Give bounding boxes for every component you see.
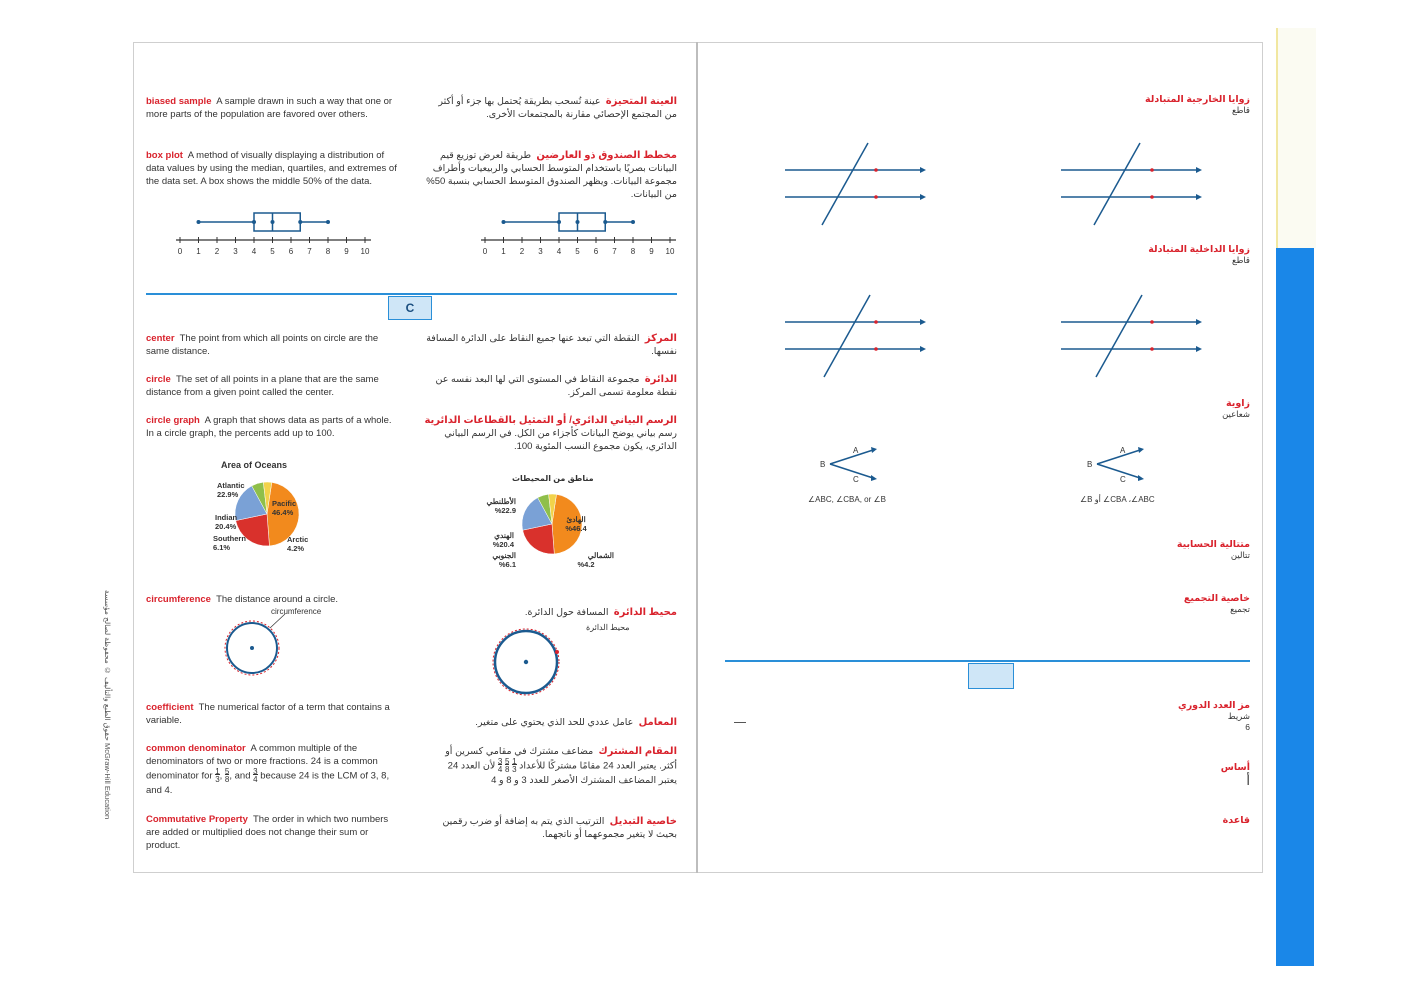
fraction-1: [215, 768, 219, 784]
arrow-head: [920, 346, 926, 352]
def-en: The order in which two numbers are added or multiplied does not change their sum or product.: [146, 814, 389, 851]
fraction-den: 8: [224, 775, 230, 784]
right-item-title: قاعدة: [1222, 815, 1250, 826]
angle-marker: [874, 320, 878, 324]
right-item-exterior-angles: [1080, 94, 1250, 116]
tick-label: 6: [288, 247, 294, 256]
arrow-head: [1196, 194, 1202, 200]
pie-label: الهندي: [494, 531, 514, 540]
arrow-head: [1138, 447, 1144, 453]
side-tab-top: [1276, 28, 1316, 248]
ray-bc: [1097, 464, 1140, 478]
def-en: A method of visually displaying a distribution of data values by using the median, quartiles, and extremes of the data set. A box shows the middle 50% of the data.: [146, 150, 397, 187]
transversal: [1094, 143, 1140, 225]
term-en: circumference: [146, 594, 211, 605]
entry-center-ar: [420, 332, 677, 358]
interior-angles-diagram-2: [1056, 292, 1206, 382]
five-number-point: [326, 220, 330, 224]
term-ar: المقام المشترك: [598, 746, 677, 757]
right-item-repeating-decimal: [1080, 700, 1250, 732]
pie-label: %22.9: [494, 506, 516, 515]
angle-marker: [1150, 347, 1154, 351]
pie-label: 20.4%: [215, 522, 237, 531]
tick-label: 5: [270, 247, 275, 256]
point-b-label: B: [820, 460, 826, 469]
entry-biased-sample: [146, 95, 396, 121]
label-leader: [270, 614, 285, 628]
def-ar: الترتيب الذي يتم به إضافة أو ضرب رقمين بحيث لا يتغير مجموعهما أو ناتجهما.: [442, 816, 677, 840]
right-item-sub: تتالين: [1230, 550, 1250, 560]
term-en: biased sample: [146, 96, 212, 107]
five-number-point: [271, 220, 275, 224]
side-tab-blue: [1276, 248, 1314, 966]
angle-diagram-1: [815, 442, 895, 482]
tick-label: 6: [593, 247, 599, 256]
def-ar-end: لأن العدد 24 يعتبر المضاعف المشترك الأصغر للعدد 3 و 8 و 4: [447, 760, 677, 786]
tick-label: 10: [665, 247, 675, 256]
term-ar: خاصية التبديل: [609, 816, 677, 827]
tick-label: 9: [344, 247, 349, 256]
def-end: because 24 is the LCM of 3, 8, and 4.: [146, 770, 390, 796]
pie-label: Indian: [215, 513, 238, 522]
five-number-point: [557, 220, 561, 224]
def-en: The distance around a circle.: [216, 594, 339, 605]
angle-diagram-2: [1082, 442, 1162, 482]
pie-label: 6.1%: [213, 543, 231, 552]
exterior-angles-diagram-1: [780, 140, 930, 230]
entry-common-denominator-ar: [428, 745, 677, 787]
arrow-head: [920, 167, 926, 173]
angle-marker: [874, 195, 878, 199]
def-ar: رسم بياني يوضح البيانات كأجزاء من الكل. في الرسم البياني الدائري، يكون مجموع النسب المئوية 100.: [444, 428, 677, 452]
box-plot-ar: [475, 208, 685, 263]
def-ar: مجموعة النقاط في المستوى التي لها البعد نفسه عن نقطة معلومة تسمى المركز.: [435, 374, 677, 398]
def-en: A graph that shows data as parts of a whole. In a circle graph, the percents add up to 100.: [146, 415, 392, 439]
copyright-credit: حقوق الطبع والتأليف © محفوظة لصالح مؤسسة McGraw-Hill Education: [103, 590, 112, 820]
right-item-arithmetic-sequence: [1080, 539, 1250, 561]
page-gutter: [696, 42, 698, 873]
arrow-head: [1196, 346, 1202, 352]
right-item-title: متتالية الحسابية: [1176, 539, 1250, 550]
pie-label: Pacific: [272, 499, 297, 508]
fraction-num: 5: [504, 757, 510, 766]
entry-coefficient: [146, 701, 396, 727]
box: [559, 213, 605, 231]
point-b-label: B: [1087, 460, 1093, 469]
pie-label: Arctic: [287, 535, 309, 544]
pie-label: %4.2: [577, 560, 595, 569]
fraction-den: 3: [512, 765, 517, 774]
tick-label: 4: [556, 247, 562, 256]
def-en: A sample drawn in such a way that one or more parts of the population are favored over others.: [146, 96, 393, 120]
point-c-label: C: [853, 475, 859, 484]
arrow-head: [1196, 167, 1202, 173]
point-a-label: A: [1120, 446, 1126, 455]
def-ar: عينة تُسحب بطريقة يُحتمل بها جزء أو أكثر من المجتمع الإحصائي مقارنة بالمجتمعات الأخرى.: [438, 96, 677, 120]
fraction-ar-1: [512, 758, 516, 774]
def-en: The numerical factor of a term that contains a variable.: [146, 702, 390, 726]
term-ar: المركز: [644, 333, 677, 344]
tick-label: 9: [649, 247, 654, 256]
point-a-label: A: [853, 446, 859, 455]
arrow-head: [920, 319, 926, 325]
def-en: A common multiple of the denominators of two or more fractions. 24 is a common denominator for: [146, 743, 378, 782]
tick-label: 3: [233, 247, 238, 256]
right-item-sub: قاطع: [1232, 105, 1250, 115]
fraction-ar-2: [505, 758, 509, 774]
circumference-marker: [555, 650, 559, 654]
transversal: [824, 295, 870, 377]
entry-circle: [146, 373, 398, 399]
fraction-3: [253, 768, 257, 784]
entry-common-denominator: common denominator A common multiple of the denominators of two or more fractions. 24 is a common denominator for $\frac{1}{3}$, $\frac{5}{8}$, and $\frac{3}{4}$ because 24 is the LCM of 3, 8, and 4.: [146, 743, 390, 796]
pie-title-en: Area of Oceans: [221, 460, 288, 470]
tick-label: 1: [501, 247, 506, 256]
term-ar: محيط الدائرة: [613, 607, 677, 618]
pie-label: 4.2%: [287, 544, 305, 553]
entry-commutative-property-ar: [430, 815, 677, 841]
term-en: circle graph: [146, 415, 200, 426]
tick-label: 8: [325, 247, 331, 256]
term-ar: الدائرة: [644, 374, 677, 385]
arrow-head: [871, 447, 877, 453]
box: [254, 213, 300, 231]
dash-mark: [734, 722, 746, 723]
term-en: coefficient: [146, 702, 194, 713]
entry-box-plot: [146, 149, 398, 188]
def-en: The point from which all points on circle are the same distance.: [146, 333, 379, 357]
circumference-label: محيط الدائرة: [586, 623, 630, 632]
entry-box-plot-ar: [422, 149, 677, 201]
def-ar: المسافة حول الدائرة.: [524, 607, 609, 618]
right-item-associative-property: [1080, 593, 1250, 615]
right-item-title: أساس: [1220, 762, 1250, 773]
def-tail: , and: [229, 770, 251, 782]
pie-label: Southern: [213, 534, 246, 543]
fraction-den: 4: [253, 775, 258, 784]
term-en: common denominator: [146, 743, 246, 754]
pie-label: الشمالي: [587, 551, 614, 560]
tick-label: 2: [519, 247, 525, 256]
tick-label: 5: [575, 247, 580, 256]
ray-bc: [830, 464, 873, 478]
pie-label: الأطلنطي: [486, 497, 516, 506]
pie-label: %20.4: [492, 540, 514, 549]
arrow-head: [1196, 319, 1202, 325]
right-item-title: مز العدد الدوري: [1177, 700, 1250, 711]
tick-label: 10: [360, 247, 370, 256]
ray-ba: [1097, 450, 1140, 464]
arrow-head: [920, 194, 926, 200]
tick-label: 7: [307, 247, 312, 256]
right-item-interior-angles: [1080, 244, 1250, 266]
section-divider-right: [725, 660, 1250, 662]
term-ar: المعامل: [638, 717, 677, 728]
term-ar: العينة المتحيزة: [605, 96, 677, 107]
tick-label: 3: [538, 247, 543, 256]
term-ar: مخطط الصندوق ذو العارضين: [536, 150, 677, 161]
entry-biased-sample-ar: [425, 95, 677, 121]
tick-label: 1: [196, 247, 201, 256]
box-plot-en: [170, 208, 380, 263]
five-number-point: [502, 220, 506, 224]
entry-circle-ar: [420, 373, 677, 399]
section-divider: [146, 293, 677, 295]
arrow-head: [871, 475, 877, 481]
def-ar: مضاعف مشترك في مقامي كسرين أو أكثر. يعتبر العدد 24 مقامًا مشتركًا للأعداد: [445, 746, 677, 772]
five-number-point: [631, 220, 635, 224]
term-ar: الرسم البياني الدائري/ أو التمثيل بالقطاعات الدائرية: [424, 415, 677, 426]
section-letter-badge-right: [968, 663, 1014, 689]
term-en: box plot: [146, 150, 183, 161]
def-ar: طريقة لعرض توزيع قيم البيانات بصريًا باستخدام المتوسط الحسابي والربيعيات وأطراف مجموعة البيانات. ويظهر الصندوق المتوسط الحسابي بنسبة 50% من البيانات.: [426, 150, 677, 200]
tick-label: 4: [251, 247, 257, 256]
fraction-den: 8: [504, 765, 510, 774]
angle-marker: [1150, 320, 1154, 324]
term-en: circle: [146, 374, 171, 385]
pie-label: 22.9%: [217, 490, 239, 499]
angle-marker: [1150, 168, 1154, 172]
def-en: The set of all points in a plane that are the same distance from a given point called the center.: [146, 374, 379, 398]
tick-label: 0: [482, 247, 488, 256]
entry-circumference: [146, 593, 396, 606]
right-item-sub: شعاعين: [1222, 409, 1250, 419]
tick-label: 8: [630, 247, 636, 256]
entry-center: [146, 332, 396, 358]
transversal: [1096, 295, 1142, 377]
right-item-title: زوايا الداخلية المتبادلة: [1148, 244, 1250, 255]
ray-ba: [830, 450, 873, 464]
right-item-sub: تجميع: [1230, 604, 1250, 614]
pie-label: Atlantic: [217, 481, 245, 490]
center-point: [524, 660, 528, 664]
fraction-den: 3: [215, 775, 220, 784]
right-item-base: [1080, 762, 1250, 789]
tick-label: 7: [612, 247, 617, 256]
angle-marker: [1150, 195, 1154, 199]
base-glyph: أ: [1246, 773, 1250, 788]
angle-marker: [874, 168, 878, 172]
five-number-point: [197, 220, 201, 224]
fraction-num: 1: [215, 767, 220, 776]
right-item-title: زوايا الخارجية المتبادلة: [1145, 94, 1250, 105]
interior-angles-diagram-1: [780, 292, 930, 382]
transversal: [822, 143, 868, 225]
entry-circle-graph-ar: [420, 414, 677, 453]
term-en: center: [146, 333, 175, 344]
right-item-title: زاوية: [1226, 398, 1250, 409]
repeating-digit: 6: [1245, 722, 1250, 732]
fraction-den: 4: [497, 765, 503, 774]
right-item-sub: شريط: [1227, 711, 1250, 721]
circumference-label: circumference: [271, 607, 322, 616]
point-c-label: C: [1120, 475, 1126, 484]
def-ar: النقطة التي تبعد عنها جميع النقاط على الدائرة المسافة نفسها.: [426, 333, 677, 357]
fraction-num: 3: [253, 767, 258, 776]
term-en: Commutative Property: [146, 814, 248, 825]
angle-caption-en: ∠ABC, ∠CBA, or ∠B: [808, 495, 886, 504]
fraction-num: 5: [224, 767, 230, 776]
def-ar: عامل عددي للحد الذي يحتوي على متغير.: [475, 717, 634, 728]
pie-label: الجنوبي: [492, 551, 516, 560]
arrow-head: [1138, 475, 1144, 481]
pie-chart-ar: [486, 486, 616, 572]
five-number-point: [576, 220, 580, 224]
pie-label: الهادئ: [566, 515, 586, 524]
section-letter-badge: C: [388, 296, 432, 320]
fraction-num: 3: [497, 757, 503, 766]
pie-label: %6.1: [498, 560, 516, 569]
pie-label: 46.4%: [272, 508, 294, 517]
tick-label: 0: [177, 247, 183, 256]
pie-label: %46.4: [565, 524, 587, 533]
entry-coefficient-ar: [440, 716, 677, 729]
five-number-point: [603, 220, 607, 224]
exterior-angles-diagram-2: [1056, 140, 1206, 230]
pie-title-ar: مناطق من المحيطات: [512, 474, 594, 483]
angle-caption-ar: ∠B أو ∠CBA ،∠ABC: [1080, 495, 1155, 504]
circumference-diagram-en: [215, 606, 335, 686]
angle-marker: [874, 347, 878, 351]
entry-circle-graph: [146, 414, 402, 440]
right-item-title: خاصية التجميع: [1183, 593, 1250, 604]
right-item-rule: [1080, 815, 1250, 826]
entry-commutative-property: [146, 813, 396, 852]
five-number-point: [252, 220, 256, 224]
fraction-ar-3: [498, 758, 502, 774]
circumference-diagram-ar: [486, 618, 630, 698]
tick-label: 2: [214, 247, 220, 256]
pie-chart-en: [205, 472, 325, 562]
right-item-sub: قاطع: [1232, 255, 1250, 265]
right-item-angle: [1080, 398, 1250, 420]
center-point: [250, 646, 254, 650]
fraction-num: 1: [512, 757, 517, 766]
five-number-point: [298, 220, 302, 224]
